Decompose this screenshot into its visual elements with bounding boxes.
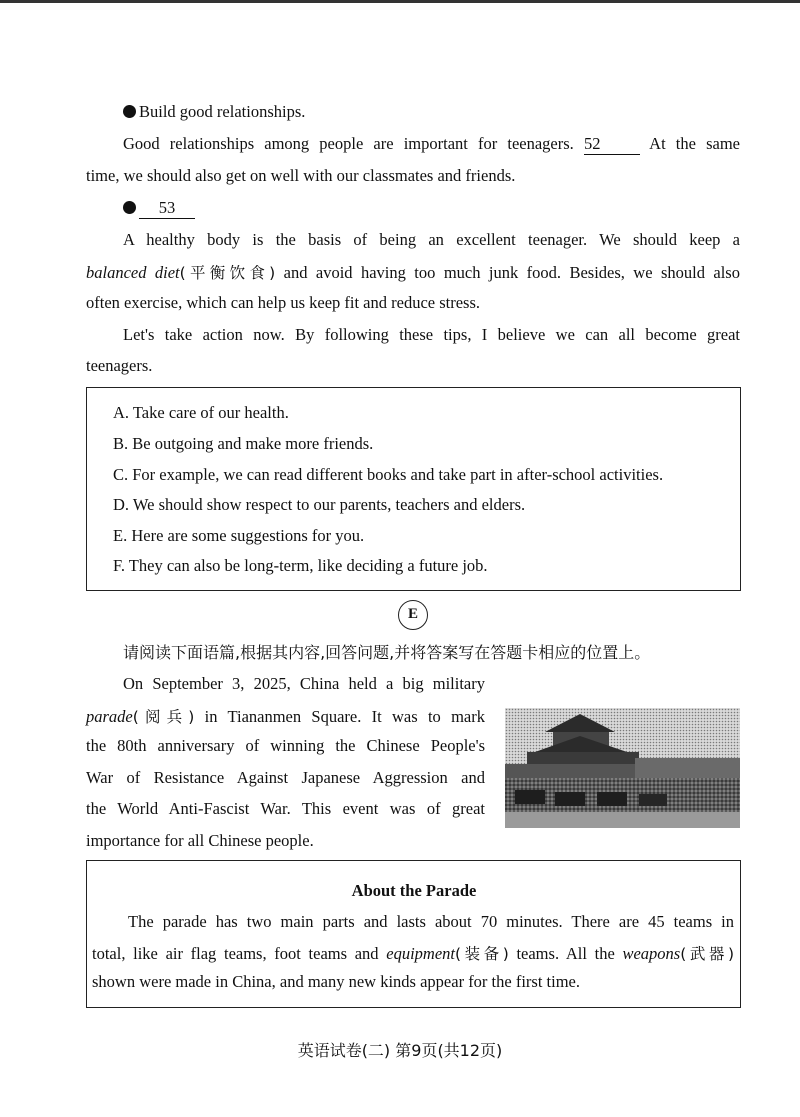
blank-52: 52 <box>584 134 640 155</box>
bullet-icon <box>123 105 136 118</box>
paragraph-relationships-line1: Good relationships among people are important for teenagers. 52 At the same <box>123 134 741 153</box>
intro-line4: War of Resistance Against Japanese Aggression and <box>86 768 485 787</box>
box-title: About the Parade <box>351 881 477 900</box>
box-line3: shown were made in China, and many new kinds appear for the first time. <box>92 972 580 991</box>
intro-line3: the 80th anniversary of winning the Chinese People's <box>86 736 485 755</box>
option-a: A. Take care of our health. <box>113 403 289 422</box>
option-d: D. We should show respect to our parents, teachers and elders. <box>113 495 526 514</box>
paragraph-health-line1: A healthy body is the basis of being an excellent teenager. We should keep a <box>123 230 740 249</box>
paragraph-action-line1: Let's take action now. By following these tips, I believe we can all become great <box>123 325 740 344</box>
bullet-icon <box>123 201 136 214</box>
paragraph-health-line3: often exercise, which can help us keep fit and reduce stress. <box>86 293 481 312</box>
intro-line2: parade(阅兵) in Tiananmen Square. It was to mark <box>86 707 486 726</box>
section-e-badge: E <box>398 600 428 630</box>
blank-53: 53 <box>139 198 195 219</box>
paragraph-action-line2: teenagers. <box>86 356 153 375</box>
option-c: C. For example, we can read different books and take part in after-school activities. <box>113 465 664 484</box>
heading-53 <box>123 198 195 219</box>
box-line2: total, like air flag teams, foot teams and equipment(装备) teams. All the weapons(武器) <box>92 944 734 963</box>
intro-line1: On September 3, 2025, China held a big military <box>123 674 485 693</box>
intro-line6: importance for all Chinese people. <box>86 831 314 850</box>
section-e-instruction: 请阅读下面语篇,根据其内容,回答问题,并将答案写在答题卡相应的位置上。 <box>123 643 651 662</box>
option-f: F. They can also be long-term, like deciding a future job. <box>113 556 488 575</box>
option-b: B. Be outgoing and make more friends. <box>113 434 374 453</box>
box-line1: The parade has two main parts and lasts about 70 minutes. There are 45 teams in <box>128 912 734 931</box>
paragraph-relationships-line2: time, we should also get on well with our classmates and friends. <box>86 166 516 185</box>
top-rule <box>0 0 800 3</box>
intro-line5: the World Anti-Fascist War. This event was of great <box>86 799 485 818</box>
heading-relationships: Build good relationships. <box>123 102 305 122</box>
page-footer: 英语试卷(二) 第9页(共12页) <box>297 1041 503 1060</box>
paragraph-health-line2: balanced diet(平衡饮食) and avoid having too much junk food. Besides, we should also <box>86 263 740 282</box>
parade-photo <box>505 708 740 828</box>
option-e: E. Here are some suggestions for you. <box>113 526 365 545</box>
